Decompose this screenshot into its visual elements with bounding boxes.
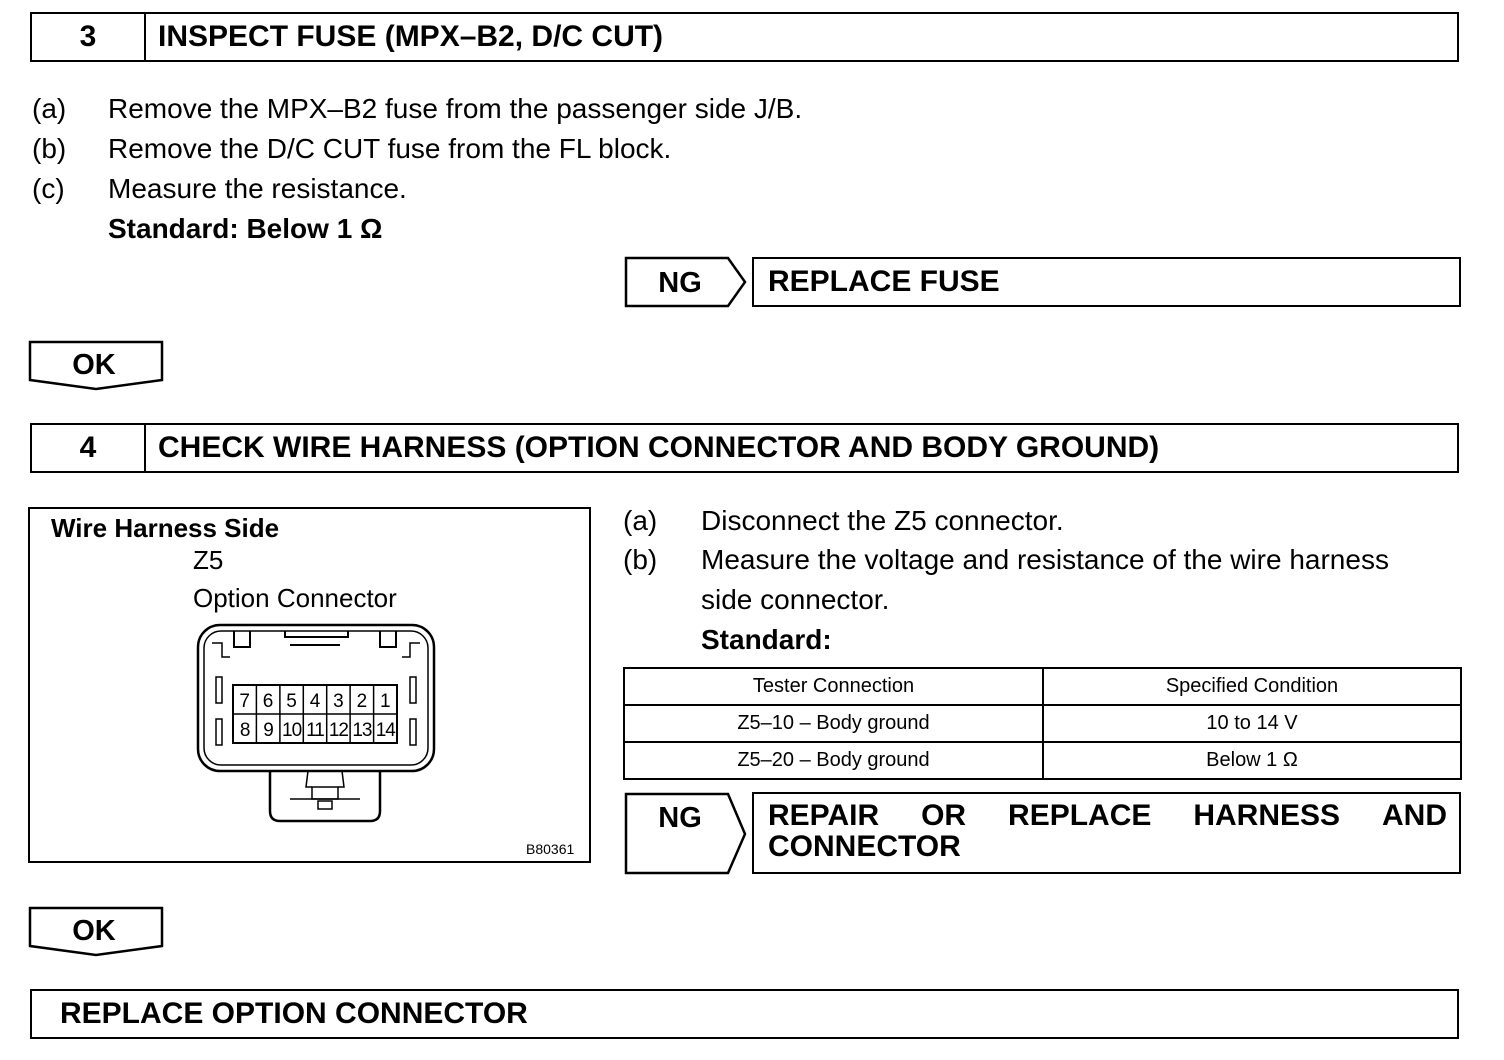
table-cell: Z5–20 – Body ground [624,742,1043,779]
pin-bottom-1: 8 [239,720,250,741]
step-4-ok-label: OK [72,915,116,947]
step-3-ng-arrow [624,256,748,308]
pin-bottom-4: 11 [306,720,324,741]
pin-top-4: 4 [309,691,321,712]
pin-bottom-5: 12 [328,720,348,741]
table-cell: 10 to 14 V [1043,705,1461,742]
pin-top-3: 5 [286,691,297,712]
diagram-connector-name: Option Connector [193,583,397,613]
connector-diagram [28,507,591,863]
pin-bottom-7: 14 [375,720,395,741]
step-4-standard-label: Standard: [701,624,832,655]
step-3-number: 3 [32,14,146,60]
step-3-standard: Standard: Below 1 Ω [108,213,383,244]
step-4-ng-action-line2: CONNECTOR [768,830,961,863]
step-3-title: INSPECT FUSE (MPX–B2, D/C CUT) [158,20,664,53]
table-cell: Below 1 Ω [1043,742,1461,779]
pin-top-2: 6 [262,691,274,712]
pin-top-6: 2 [356,691,368,712]
table-row [624,742,1461,779]
step-3-ok-label: OK [72,349,116,381]
pin-top-7: 1 [380,691,391,712]
step-3-ng-label: NG [658,267,702,299]
table-cell: Z5–10 – Body ground [624,705,1043,742]
step-4-ng-label: NG [658,802,702,834]
step-4-ng-arrow [624,792,748,876]
step-3-ng-action: REPLACE FUSE [752,257,1461,307]
table-header: Tester Connection [624,668,1043,705]
step-3-header [30,12,1459,62]
step-4-ok-arrow [28,906,166,958]
table-header: Specified Condition [1043,668,1461,705]
step-3-ok-arrow [28,340,166,392]
pin-bottom-3: 10 [282,720,302,741]
spec-table [623,667,1462,780]
step-4-item-b-cont: side connector. [701,584,890,615]
step-4-ng-action [752,792,1461,874]
step-4-header [30,423,1459,473]
pin-top-1: 7 [239,691,250,712]
step-4-title: CHECK WIRE HARNESS (OPTION CONNECTOR AND BODY GROUND) [158,431,1160,464]
final-action: REPLACE OPTION CONNECTOR [30,989,1459,1039]
table-header-row [624,668,1461,705]
pin-bottom-6: 13 [352,720,372,741]
pin-bottom-2: 9 [263,720,273,741]
connector-drawing [190,621,440,831]
step-4-number: 4 [32,425,146,471]
pin-top-5: 3 [333,691,344,712]
diagram-heading: Wire Harness Side [51,513,280,543]
diagram-connector-id: Z5 [193,545,224,575]
figure-code: B80361 [526,841,575,857]
table-row [624,705,1461,742]
step-4-ng-action-line1: REPAIR OR REPLACE HARNESS AND [768,799,1447,832]
